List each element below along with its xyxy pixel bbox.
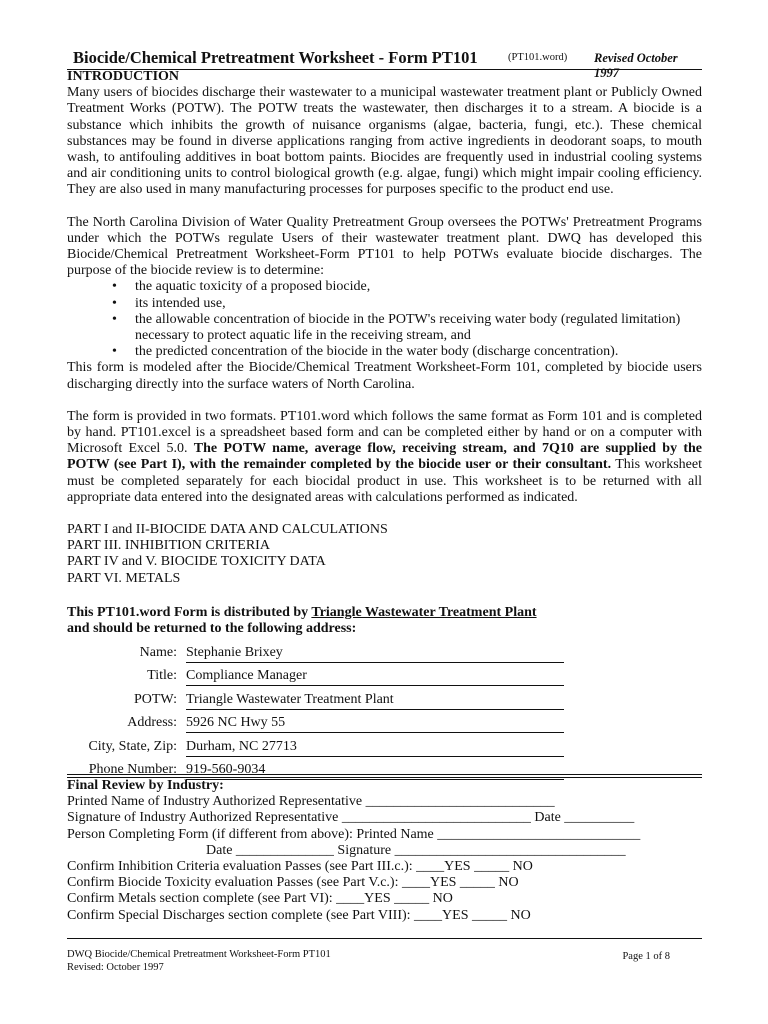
parts-list [67, 522, 702, 587]
final-review-section [67, 778, 702, 924]
intro-paragraph-2: The North Carolina Division of Water Quality Pretreatment Group oversees the POTWs' Pretreatment Programs under which the POTWs regulate Users of their wastewater treatment plant. DWQ has developed this Biocide/Chemical Pretreatment Worksheet-Form PT101 to help POTWs evaluate biocide discharges. The purpose of the biocide review is to determine: [67, 214, 702, 279]
name-field: Stephanie Brixey [186, 645, 564, 663]
footer-revised: Revised: October 1997 [67, 961, 164, 973]
form-title: Biocide/Chemical Pretreatment Worksheet - Form PT101 [73, 48, 478, 67]
intro-paragraph-1: Many users of biocides discharge their wastewater to a municipal wastewater treatment plant or Publicly Owned Treatment Works (POTW). The POTW treats the wastewater, then discharges it to a stream. A biocide is a substance which inhibits the growth of nuisance organisms (algae, bacteria, fungi, etc.). These chemical substances may be found in diverse applications ranging from active ingredients in deodorant soaps, to mouth wash, to antifouling additives in boat bottom paints. Biocides are frequently used in industrial cooling systems and air conditioning units to control biological growth (e.g. algae, fungi) which might impair cooling efficiency. They are also used in many manufacturing processes for purposes specific to the product end use. [67, 85, 702, 198]
phone-field: 919-560-9034 [186, 762, 564, 780]
address-row-name [67, 645, 567, 665]
person-completing-line: Person Completing Form (if different from above): Printed Name _____________________________ [67, 826, 641, 842]
field-label: Title: [147, 668, 177, 684]
address-row-potw [67, 692, 567, 712]
main-content [67, 69, 702, 778]
intro-paragraph-4: The form is provided in two formats. PT101.word which follows the same format as Form 101 and is completed by hand. PT101.excel is a spreadsheet based form and can be completed either by hand or on a computer with Microsoft Excel 5.0. The POTW name, average flow, receiving stream, and 7Q10 are supplied by the POTW (see Part I), with the remainder completed by the biocide user or their consultant. This worksheet must be completed separately for each biocidal product in use. This worksheet is to be returned with all appropriate data entered into the designated areas with calculations performed as indicated. [67, 408, 702, 505]
list-item: • the allowable concentration of biocide in the POTW's receiving water body (regulated limitation) necessary to protect aquatic life in the receiving stream, and [112, 311, 681, 344]
part-item: PART VI. METALS [67, 570, 181, 586]
date-signature-line: Date ______________ Signature _________________________________ [206, 842, 626, 858]
purpose-list [67, 279, 702, 360]
bullet-icon: • [112, 311, 117, 327]
potw-supplied-note: The POTW name, average flow, receiving stream, and 7Q10 are supplied by the POTW (see Part I), with the remainder completed by the biocide user or their consultant. [67, 441, 702, 473]
field-label: Address: [127, 715, 177, 731]
introduction-heading: INTRODUCTION [67, 69, 180, 84]
signature-line: Signature of Industry Authorized Representative ___________________________ Date __________ [67, 810, 635, 826]
field-label: City, State, Zip: [88, 739, 177, 755]
page-footer [67, 938, 702, 974]
address-field: 5926 NC Hwy 55 [186, 715, 564, 733]
address-row-city [67, 739, 567, 759]
list-item: • its intended use, [112, 295, 226, 311]
potw-field: Triangle Wastewater Treatment Plant [186, 692, 564, 710]
part-item: PART I and II-BIOCIDE DATA AND CALCULATIONS [67, 522, 388, 538]
part-item: PART III. INHIBITION CRITERIA [67, 538, 270, 554]
confirm-inhibition: Confirm Inhibition Criteria evaluation Passes (see Part III.c.): ____YES _____ NO [67, 859, 533, 875]
intro-paragraph-3: This form is modeled after the Biocide/Chemical Treatment Worksheet-Form 101, completed by biocide users discharging directly into the surface waters of North Carolina. [67, 360, 702, 392]
confirm-metals: Confirm Metals section complete (see Part VI): ____YES _____ NO [67, 891, 453, 907]
address-row-title [67, 668, 567, 688]
field-label: POTW: [133, 692, 177, 708]
return-address-block [67, 645, 702, 778]
final-review-heading: Final Review by Industry: [67, 778, 224, 793]
distributing-plant: Triangle Wastewater Treatment Plant [311, 604, 537, 620]
form-file-format: (PT101.word) [508, 52, 568, 63]
address-row-street [67, 715, 567, 735]
confirm-special-discharges: Confirm Special Discharges section complete (see Part VIII): ____YES _____ NO [67, 907, 531, 923]
confirm-toxicity: Confirm Biocide Toxicity evaluation Passes (see Part V.c.): ____YES _____ NO [67, 875, 519, 891]
page-number: Page 1 of 8 [622, 951, 670, 962]
printed-name-line: Printed Name of Industry Authorized Representative ___________________________ [67, 794, 555, 810]
revision-date: Revised October 1997 [594, 51, 678, 80]
title-field: Compliance Manager [186, 668, 564, 686]
list-item: • the predicted concentration of the biocide in the water body (discharge concentration). [112, 344, 619, 360]
divider [67, 774, 702, 775]
field-label: Phone Number: [88, 762, 177, 778]
part-item: PART IV and V. BIOCIDE TOXICITY DATA [67, 554, 326, 570]
bullet-icon: • [112, 295, 117, 311]
city-state-zip-field: Durham, NC 27713 [186, 739, 564, 757]
footer-form-name: DWQ Biocide/Chemical Pretreatment Worksheet-Form PT101 [67, 949, 331, 960]
distribution-statement: This PT101.word Form is distributed by Triangle Wastewater Treatment Plant and should be returned to the following address: [67, 604, 537, 637]
list-item: • the aquatic toxicity of a proposed biocide, [112, 279, 371, 295]
bullet-icon: • [112, 279, 117, 295]
bullet-icon: • [112, 344, 117, 360]
field-label: Name: [139, 645, 177, 661]
